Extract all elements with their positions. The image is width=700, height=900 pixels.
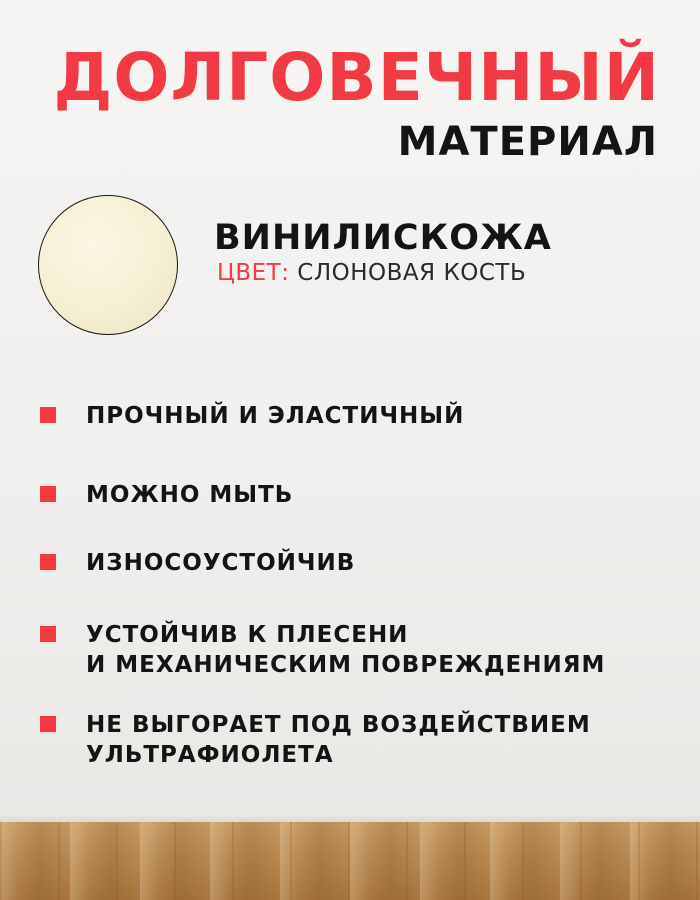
page-subtitle: МАТЕРИАЛ xyxy=(397,119,658,165)
material-color xyxy=(217,258,526,288)
bullet-square-icon xyxy=(40,407,56,423)
feature-text: ПРОЧНЫЙ И ЭЛАСТИЧНЫЙ xyxy=(86,403,465,429)
color-swatch xyxy=(38,195,178,335)
bullet-square-icon xyxy=(40,626,56,642)
color-label: ЦВЕТ: xyxy=(217,260,290,286)
wood-floor xyxy=(0,822,700,900)
feature-item xyxy=(40,710,591,770)
bullet-square-icon xyxy=(40,486,56,502)
feature-text: МОЖНО МЫТЬ xyxy=(86,482,294,508)
feature-item xyxy=(40,480,293,510)
feature-item xyxy=(40,620,605,680)
feature-text: ИЗНОСОУСТОЙЧИВ xyxy=(86,550,356,576)
bullet-square-icon xyxy=(40,716,56,732)
feature-text: НЕ ВЫГОРАЕТ ПОД ВОЗДЕЙСТВИЕМ УЛЬТРАФИОЛЕТА xyxy=(86,712,591,768)
feature-item xyxy=(40,401,464,431)
page-title: ДОЛГОВЕЧНЫЙ xyxy=(53,39,660,116)
feature-text: УСТОЙЧИВ К ПЛЕСЕНИ И МЕХАНИЧЕСКИМ ПОВРЕЖДЕНИЯМ xyxy=(86,622,606,678)
material-name: ВИНИЛИСКОЖА xyxy=(214,218,552,258)
bullet-square-icon xyxy=(40,554,56,570)
color-value: СЛОНОВАЯ КОСТЬ xyxy=(297,260,527,286)
feature-item xyxy=(40,548,355,578)
